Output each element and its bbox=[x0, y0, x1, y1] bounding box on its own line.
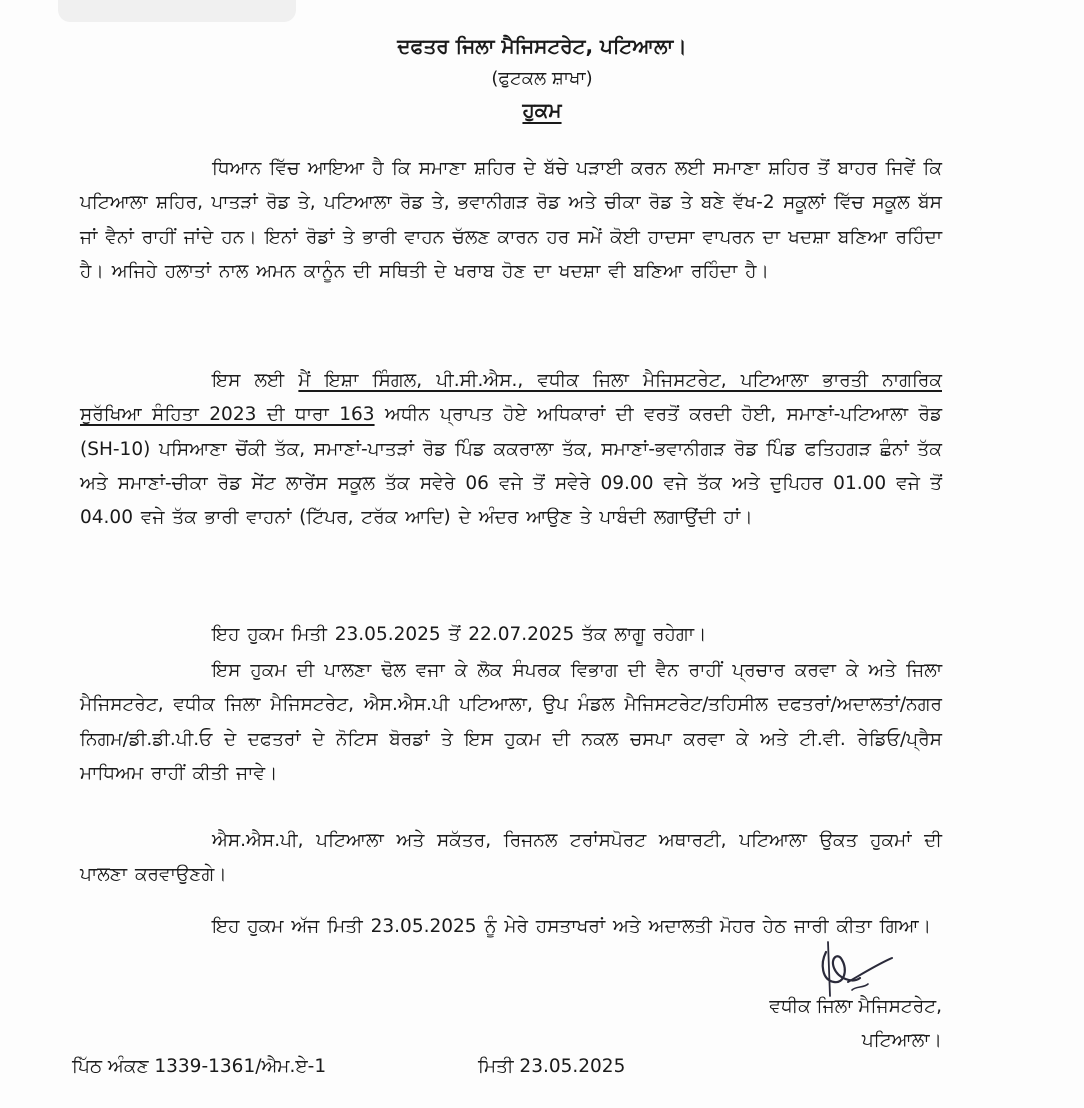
top-tab-shadow bbox=[58, 0, 296, 22]
order-intro: ਇਸ ਲਈ bbox=[212, 370, 285, 391]
office-heading: ਦਫਤਰ ਜਿਲਾ ਮੈਜਿਸਟਰੇਟ, ਪਟਿਆਲਾ। bbox=[397, 34, 687, 58]
paragraph-compliance: ਐਸ.ਐਸ.ਪੀ, ਪਟਿਆਲਾ ਅਤੇ ਸਕੱਤਰ, ਰਿਜਨਲ ਟਰਾਂਸਪੋਰਟ ਅਥਾਰਟੀ, ਪਟਿਆਲਾ ਉਕਤ ਹੁਕਮਾਂ ਦੀ ਪਾਲਣਾ ਕਰਵਾਉਣਗੇ। bbox=[80, 830, 942, 886]
paragraph-background: ਧਿਆਨ ਵਿੱਚ ਆਇਆ ਹੈ ਕਿ ਸਮਾਣਾ ਸ਼ਹਿਰ ਦੇ ਬੱਚੇ ਪੜਾਈ ਕਰਨ ਲਈ ਸਮਾਣਾ ਸ਼ਹਿਰ ਤੋਂ ਬਾਹਰ ਜਿਵੇਂ ਕਿ ਪਟਿਆਲਾ ਸ਼ਹਿਰ, ਪਾਤੜਾਂ ਰੋਡ ਤੇ, ਪਟਿਆਲਾ ਰੋਡ ਤੇ, ਭਵਾਨੀਗੜ ਰੋਡ ਅਤੇ ਚੀਕਾ ਰੋਡ ਤੇ ਬਣੇ ਵੱਖ-2 ਸਕੂਲਾਂ ਵਿੱਚ ਸਕੂਲ ਬੱਸ ਜਾਂ ਵੈਨਾਂ ਰਾਹੀਂ ਜਾਂਦੇ ਹਨ। ਇਨਾਂ ਰੋਡਾਂ ਤੇ ਭਾਰੀ ਵਾਹਨ ਚੱਲਣ ਕਾਰਨ ਹਰ ਸਮੇਂ ਕੋਈ ਹਾਦਸਾ ਵਾਪਰਨ ਦਾ ਖਦਸ਼ਾ ਬਣਿਆ ਰਹਿੰਦਾ ਹੈ। ਅਜਿਹੇ ਹਲਾਤਾਂ ਨਾਲ ਅਮਨ ਕਾਨੂੰਨ ਦੀ ਸਥਿਤੀ ਦੇ ਖਰਾਬ ਹੋਣ ਦਾ ਖਦਸ਼ਾ ਵੀ ਬਣਿਆ ਰਹਿੰਦਾ ਹੈ। bbox=[80, 158, 942, 282]
paragraph-publicity: ਇਸ ਹੁਕਮ ਦੀ ਪਾਲਣਾ ਢੋਲ ਵਜਾ ਕੇ ਲੋਕ ਸੰਪਰਕ ਵਿਭਾਗ ਦੀ ਵੈਨ ਰਾਹੀਂ ਪ੍ਰਚਾਰ ਕਰਵਾ ਕੇ ਅਤੇ ਜਿਲਾ ਮੈਜਿਸਟਰੇਟ, ਵਧੀਕ ਜਿਲਾ ਮੈਜਿਸਟਰੇਟ, ਐਸ.ਐਸ.ਪੀ ਪਟਿਆਲਾ, ਉਪ ਮੰਡਲ ਮੈਜਿਸਟਰੇਟ/ਤਹਿਸੀਲ ਦਫਤਰਾਂ/ਅਦਾਲਤਾਂ/ਨਗਰ ਨਿਗਮ/ਡੀ.ਡੀ.ਪੀ.ਓ ਦੇ ਦਫਤਰਾਂ ਦੇ ਨੋਟਿਸ ਬੋਰਡਾਂ ਤੇ ਇਸ ਹੁਕਮ ਦੀ ਨਕਲ ਚਸਪਾ ਕਰਵਾ ਕੇ ਅਤੇ ਟੀ.ਵੀ. ਰੇਡਿਓ/ਪ੍ਰੈਸ ਮਾਧਿਅਮ ਰਾਹੀਂ ਕੀਤੀ ਜਾਵੇ। bbox=[80, 660, 942, 784]
branch-heading: (ਫੁਟਕਲ ਸ਼ਾਖਾ) bbox=[491, 68, 593, 89]
paragraph-issue: ਇਹ ਹੁਕਮ ਅੱਜ ਮਿਤੀ 23.05.2025 ਨੂੰ ਮੇਰੇ ਹਸਤਾਖਰਾਂ ਅਤੇ ਅਦਾਲਤੀ ਮੋਹਰ ਹੇਠ ਜਾਰੀ ਕੀਤਾ ਗਿਆ। bbox=[212, 916, 932, 937]
signatory-designation: ਵਧੀਕ ਜਿਲਾ ਮੈਜਿਸਟਰੇਟ, bbox=[769, 996, 942, 1017]
endorsement-date: ਮਿਤੀ 23.05.2025 bbox=[478, 1056, 626, 1077]
endorsement-reference: ਪਿੱਠ ਅੰਕਣ 1339-1361/ਐਮ.ਏ-1 bbox=[72, 1056, 327, 1077]
order-title: ਹੁਕਮ bbox=[522, 98, 562, 122]
paragraph-validity: ਇਹ ਹੁਕਮ ਮਿਤੀ 23.05.2025 ਤੋਂ 22.07.2025 ਤੱਕ ਲਾਗੂ ਰਹੇਗਾ। bbox=[212, 624, 707, 645]
signatory-place: ਪਟਿਆਲਾ। bbox=[861, 1030, 942, 1051]
order-authority-underlined: ਮੈਂ ਇਸ਼ਾ ਸਿੰਗਲ, ਪੀ.ਸੀ.ਐਸ., ਵਧੀਕ ਜਿਲਾ ਮੈਜਿਸਟਰੇਟ, ਪਟਿਆਲਾ ਭਾਰਤੀ ਨਾਗਰਿਕ ਸੁਰੱਖਿਆ ਸੰਹਿਤਾ 2023 ਦੀ ਧਾਰਾ 163 bbox=[80, 370, 942, 426]
paragraph-order bbox=[80, 364, 942, 535]
handwritten-signature bbox=[808, 938, 898, 1000]
order-restriction: ਅਧੀਨ ਪ੍ਰਾਪਤ ਹੋਏ ਅਧਿਕਾਰਾਂ ਦੀ ਵਰਤੋਂ ਕਰਦੀ ਹੋਈ, ਸਮਾਣਾਂ-ਪਟਿਆਲਾ ਰੋਡ (SH-10) ਪਸਿਆਣਾ ਚੋਂਕੀ ਤੱਕ, ਸਮਾਣਾਂ-ਪਾਤੜਾਂ ਰੋਡ ਪਿੰਡ ਕਕਰਾਲਾ ਤੱਕ, ਸਮਾਣਾਂ-ਭਵਾਨੀਗੜ ਰੋਡ ਪਿੰਡ ਫਤਿਹਗੜ ਛੰਨਾਂ ਤੱਕ ਅਤੇ ਸਮਾਣਾਂ-ਚੀਕਾ ਰੋਡ ਸੇਂਟ ਲਾਰੇਂਸ ਸਕੂਲ ਤੱਕ ਸਵੇਰੇ 06 ਵਜੇ ਤੋਂ ਸਵੇਰੇ 09.00 ਵਜੇ ਤੱਕ ਅਤੇ ਦੁਪਿਹਰ 01.00 ਵਜੇ ਤੋਂ 04.00 ਵਜੇ ਤੱਕ ਭਾਰੀ ਵਾਹਨਾਂ (ਟਿੱਪਰ, ਟਰੱਕ ਆਦਿ) ਦੇ ਅੰਦਰ ਆਉਣ ਤੇ ਪਾਬੰਦੀ ਲਗਾਉਂਦੀ ਹਾਂ। bbox=[80, 404, 942, 529]
